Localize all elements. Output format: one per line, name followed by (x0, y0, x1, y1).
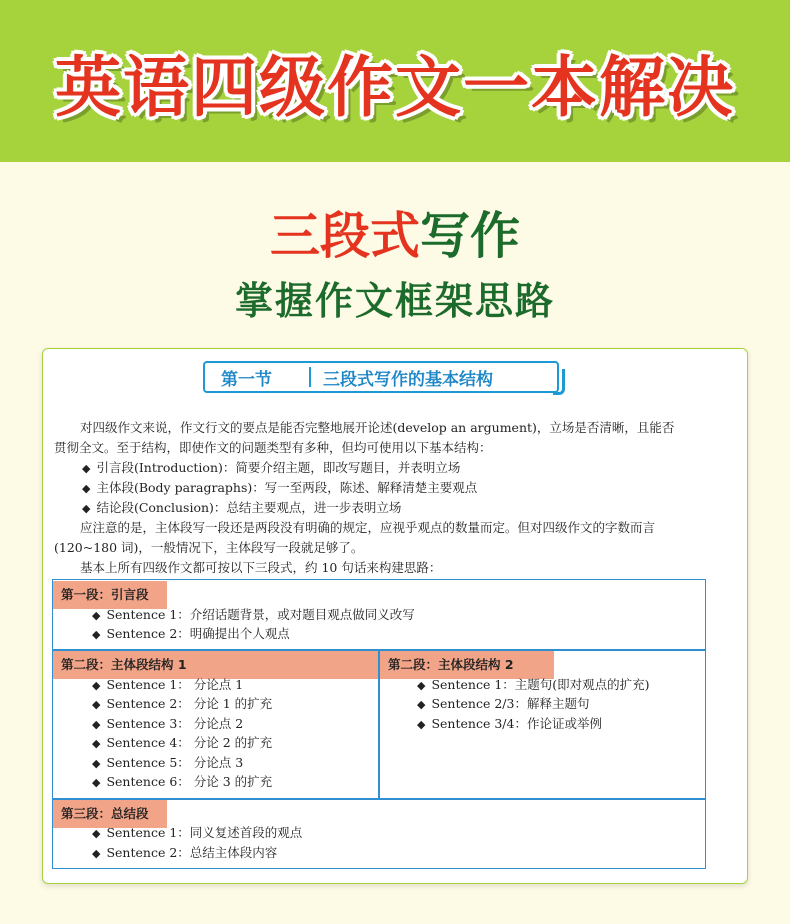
body1-item: ◆ Sentence 3： 分论点 2 (92, 714, 243, 734)
intro-p1-line1: 对四级作文来说，作文行文的要点是能否完整地展开论述(develop an argument)，立场是否清晰，且能否 (80, 420, 675, 435)
body1-item: ◆ Sentence 5： 分论点 3 (92, 753, 243, 773)
banner-title: 英语四级作文一本解决 (55, 49, 735, 126)
body2-label: 第二段：主体段结构 2 (380, 651, 554, 679)
body2-item: ◆ Sentence 2/3：解释主题句 (417, 694, 589, 714)
badge-tail-decoration (553, 369, 565, 395)
heading-part1: 三段式 (270, 207, 420, 265)
main-heading (0, 206, 790, 266)
para1-label: 第一段：引言段 (53, 581, 167, 609)
para3-item: ◆ Sentence 1：同义复述首段的观点 (92, 823, 302, 843)
intro-bullet: ◆ 主体段(Body paragraphs)：写一至两段，陈述、解释清楚主要观点 (82, 478, 742, 499)
para1-item: ◆ Sentence 2：明确提出个人观点 (92, 624, 290, 644)
para3-item: ◆ Sentence 2：总结主体段内容 (92, 843, 277, 863)
body2-item: ◆ Sentence 3/4：作论证或举例 (417, 714, 602, 734)
para1-item: ◆ Sentence 1：介绍话题背景，或对题目观点做同义改写 (92, 605, 415, 625)
body1-item: ◆ Sentence 1： 分论点 1 (92, 675, 243, 695)
body2-item: ◆ Sentence 1：主题句(即对观点的扩充) (417, 675, 650, 695)
intro-p3: 基本上所有四级作文都可按以下三段式，约 10 句话来构建思路： (80, 560, 442, 575)
body1-item: ◆ Sentence 6： 分论 3 的扩充 (92, 772, 272, 792)
heading-part2: 写作 (420, 207, 520, 265)
intro-p2-line1: 应注意的是，主体段写一段还是两段没有明确的规定，应视乎观点的数量而定。但对四级作文的字数而言 (80, 520, 656, 535)
para3-label: 第三段：总结段 (53, 800, 167, 828)
top-banner (0, 0, 790, 162)
intro-p1-line2: 贯彻全文。至于结构，即使作文的问题类型有多种，但均可使用以下基本结构： (54, 440, 492, 455)
section-divider (309, 367, 311, 387)
section-badge (203, 361, 559, 393)
sub-heading: 掌握作文框架思路 (234, 279, 555, 323)
section-number: 第一节 (221, 369, 272, 390)
intro-p2-line2: (120~180 词)，一般情况下，主体段写一段就足够了。 (54, 540, 364, 555)
intro-bullet: ◆ 引言段(Introduction)：简要介绍主题，即改写题目，并表明立场 (82, 458, 742, 479)
body1-item: ◆ Sentence 2： 分论 1 的扩充 (92, 694, 272, 714)
section-title: 三段式写作的基本结构 (323, 369, 493, 390)
intro-bullet: ◆ 结论段(Conclusion)：总结主要观点，进一步表明立场 (82, 498, 742, 519)
body1-item: ◆ Sentence 4： 分论 2 的扩充 (92, 733, 272, 753)
body1-label: 第二段：主体段结构 1 (53, 651, 378, 679)
